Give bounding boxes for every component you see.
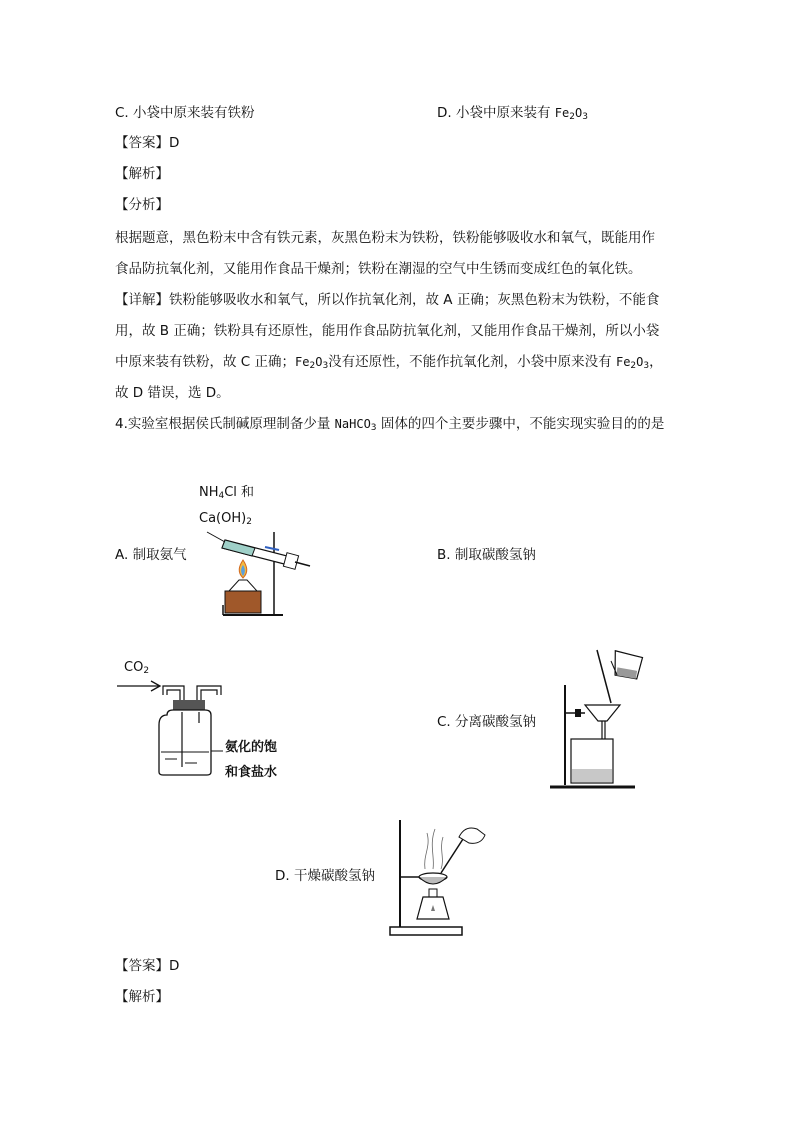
figure-a-ammonia-apparatus (195, 480, 315, 625)
fenxi-line-2: 食品防抗氧化剂，又能用作食品干燥剂；铁粉在潮湿的空气中生锈而变成红色的氧化铁。 (115, 261, 642, 277)
option-b-label: B. 制取碳酸氢钠 (437, 547, 536, 563)
option-d-label: D. 干燥碳酸氢钠 (275, 868, 375, 884)
fenxi-heading: 【分析】 (115, 197, 169, 213)
option-c-label: C. 分离碳酸氢钠 (437, 714, 537, 730)
detail-line-2: 用，故 B 正确；铁粉具有还原性，能用作食品防抗氧化剂，又能用作食品干燥剂，所以小袋 (115, 323, 660, 339)
fenxi-line-1: 根据题意，黑色粉末中含有铁元素，灰黑色粉末为铁粉，铁粉能够吸收水和氧气，既能用作 (115, 230, 655, 246)
evaporation-drawing (385, 815, 490, 940)
q4-answer-label: 【答案】D (115, 958, 180, 974)
analysis-heading: 【解析】 (115, 166, 169, 182)
figure-d-evaporation (385, 815, 490, 940)
figure-b-gas-bottle (115, 655, 295, 785)
q4-analysis-heading: 【解析】 (115, 989, 169, 1005)
question-4-stem: 4.实验室根据侯氏制碱原理制备少量 NaHCO$_3$ 固体的四个主要步骤中，不能实现实验目的的是 (115, 416, 665, 433)
option-a-label: A. 制取氨气 (115, 547, 187, 563)
figure-b-gas-label: $CO_2$ (124, 660, 150, 676)
figure-c-filtration (545, 645, 650, 793)
option-d: D. 小袋中原来装有 $Fe_2O_3$ (437, 105, 588, 122)
answer-label: 【答案】D (115, 135, 180, 151)
option-c: C. 小袋中原来装有铁粉 (115, 105, 255, 121)
figure-b-liquid-label-1: 氨化的饱 (225, 740, 278, 755)
filtration-drawing (545, 645, 650, 793)
detail-line-1: 【详解】铁粉能够吸收水和氧气，所以作抗氧化剂，故 A 正确；灰黑色粉末为铁粉，不能食 (115, 292, 660, 308)
figure-b-liquid-label-2: 和食盐水 (225, 765, 278, 780)
detail-line-4: 故 D 错误，选 D。 (115, 385, 230, 401)
ammonia-apparatus-drawing (195, 480, 315, 625)
detail-line-3: 中原来装有铁粉，故 C 正确；$Fe_2O_3$没有还原性，不能作抗氧化剂，小袋中原来没有 $Fe_2O_3$， (115, 354, 663, 371)
figure-a-reagent-label-2: $Ca(OH)_2$ (199, 511, 252, 527)
gas-bottle-drawing (115, 655, 295, 785)
figure-a-reagent-label-1: $NH_4Cl$ 和 (199, 485, 255, 501)
